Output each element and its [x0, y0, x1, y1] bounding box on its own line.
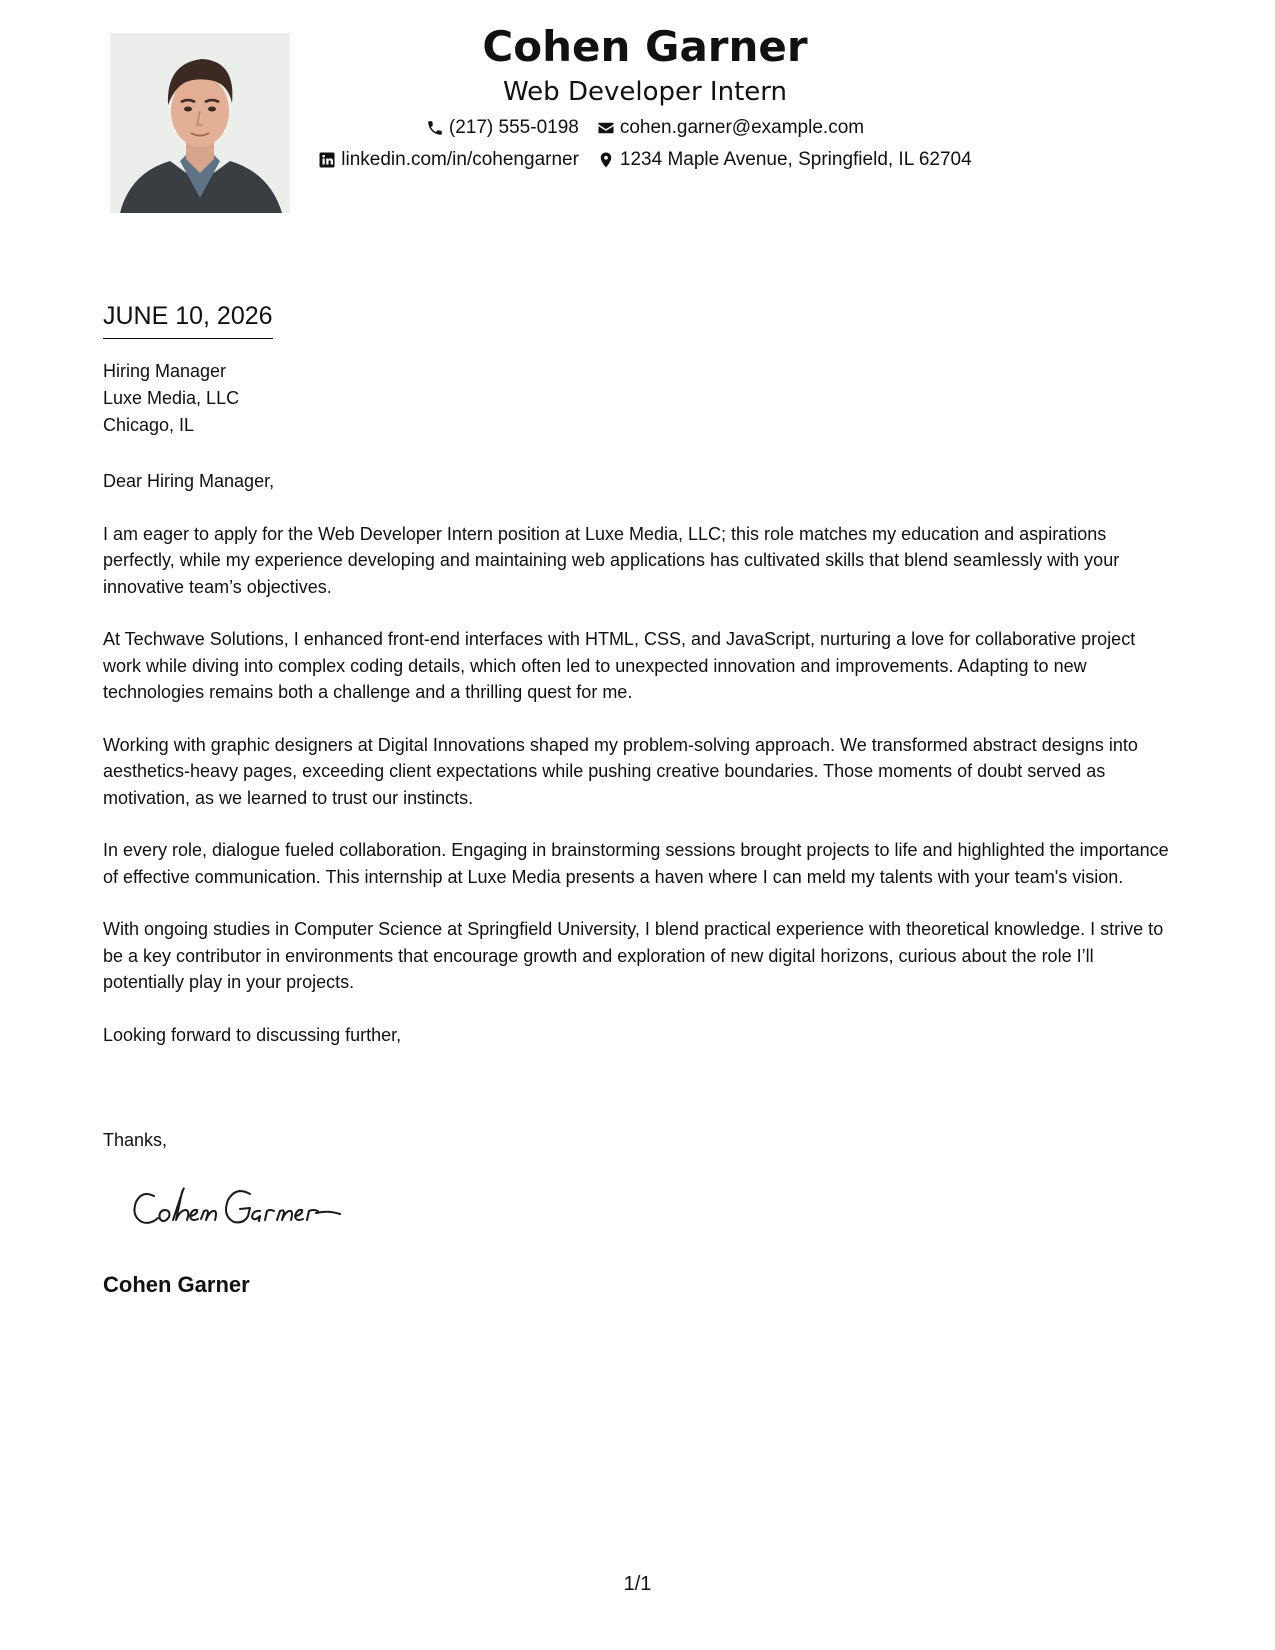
- recipient-title: Hiring Manager: [103, 361, 227, 381]
- letter-date: JUNE 10, 2026: [103, 300, 273, 339]
- contact-row-primary: [290, 116, 1000, 140]
- body-paragraph: In every role, dialogue fueled collaboration. Engaging in brainstorming sessions brought projects to life and highlighted the importance of effective communication. This internship at Luxe Media presents a haven where I can meld my talents with your team's vision.: [103, 840, 1169, 887]
- handwritten-signature: [128, 1180, 348, 1238]
- recipient-block: [103, 358, 239, 439]
- linkedin-icon: [318, 151, 336, 169]
- body-paragraph: At Techwave Solutions, I enhanced front-end interfaces with HTML, CSS, and JavaScript, nurturing a love for collaborative project work while diving into complex coding details, which often led to unexpected innovation and improvements. Adapting to new technologies remains both a challenge and a thrilling quest for me.: [103, 629, 1136, 702]
- recipient-location: Chicago, IL: [103, 415, 195, 435]
- recipient-company: Luxe Media, LLC: [103, 388, 240, 408]
- signed-name: Cohen Garner: [103, 1272, 250, 1297]
- body-paragraph: Working with graphic designers at Digital Innovations shaped my problem-solving approach. We transformed abstract designs into aesthetics-heavy pages, exceeding client expectations while pushing creative boundaries. Those moments of doubt served as motivation, as we learned to trust our instincts.: [103, 734, 1138, 808]
- envelope-icon: [597, 119, 615, 137]
- applicant-name: Cohen Garner: [482, 22, 808, 71]
- phone-icon: [426, 119, 444, 137]
- linkedin-contact[interactable]: [318, 148, 579, 172]
- linkedin-url: linkedin.com/in/cohengarner: [341, 149, 579, 170]
- letter-body: [103, 468, 1178, 1074]
- closing: Thanks,: [103, 1130, 168, 1150]
- map-pin-icon: [597, 151, 615, 169]
- email-address: cohen.garner@example.com: [619, 117, 865, 138]
- page-number: 1/1: [623, 1573, 652, 1595]
- salutation: Dear Hiring Manager,: [103, 471, 275, 491]
- street-address: 1234 Maple Avenue, Springfield, IL 62704: [619, 149, 972, 170]
- phone-contact[interactable]: [426, 116, 579, 140]
- job-title: Web Developer Intern: [503, 77, 787, 107]
- email-contact[interactable]: [597, 116, 864, 140]
- letter-header: [290, 18, 1000, 172]
- contact-row-secondary: [290, 148, 1000, 172]
- address-contact: [597, 148, 972, 172]
- phone-number: (217) 555-0198: [448, 117, 579, 138]
- body-paragraph: With ongoing studies in Computer Science at Springfield University, I blend practical experience with theoretical knowledge. I strive to be a key contributor in environments that encourage growth and exploration of new digital horizons, curious about the role I’ll potentially play in your projects.: [103, 919, 1164, 992]
- sign-off-line: Looking forward to discussing further,: [103, 1024, 402, 1045]
- body-paragraph: I am eager to apply for the Web Developer Intern position at Luxe Media, LLC; this role matches my education and aspirations perfectly, while my experience developing and maintaining web applications has cultivated skills that blend seamlessly with your innovative team’s objectives.: [103, 523, 1120, 597]
- profile-photo: [110, 33, 290, 213]
